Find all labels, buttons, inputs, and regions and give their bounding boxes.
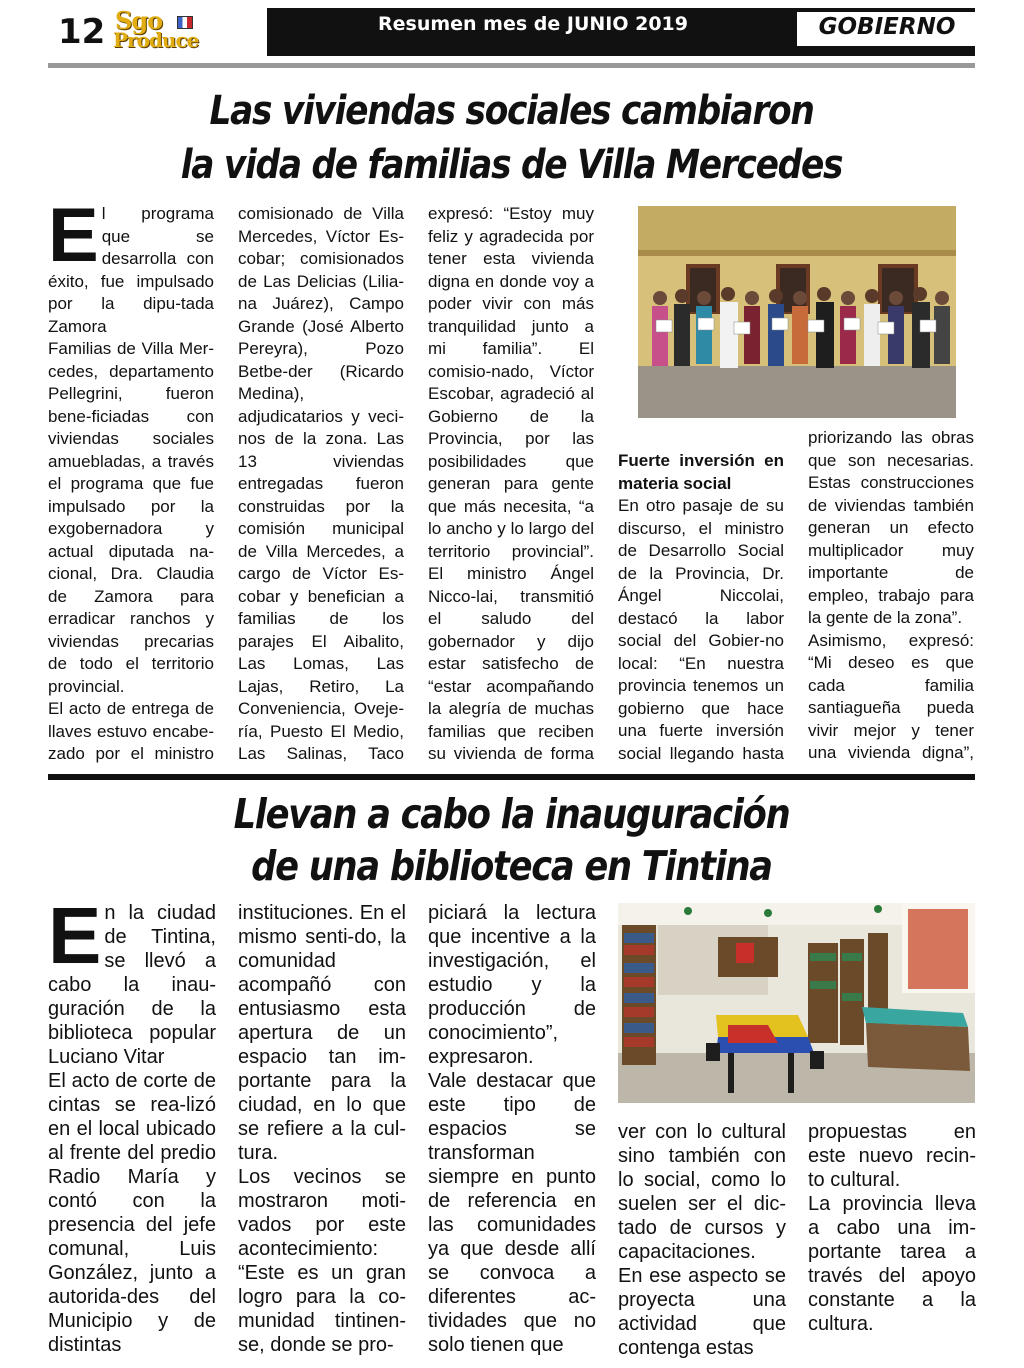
article2-headline-line2: de una biblioteca en Tintina [251, 842, 772, 890]
article2-col2-p1: instituciones. En el mismo senti-do, la comunidad acompañó con entusiasmo esta apertura de un espacio tan im-portante para la ciudad, en lo que se refiere a la cul-tura. [238, 902, 406, 1164]
issue-month-label: Resumen mes de JUNIO 2019 [378, 13, 689, 35]
header-rule [48, 63, 975, 68]
article1-headline-line2: la vida de familias de Villa Mercedes [180, 142, 843, 188]
article2-col3-p1: piciará la lectura que incentive a la investigación, el estudio y la producción de conocimiento”, expresaron. [428, 902, 596, 1068]
article2-col5-p2: La provincia lleva a cabo una im-portante tarea a través del apoyo constante a la cultura. [808, 1193, 976, 1335]
article1-col5-p2: Asimismo, expresó: “Mi deseo es que cada familia santiagueña pueda vivir mejor y tener una vivienda digna”, [808, 630, 974, 762]
photo-library-interior [618, 903, 975, 1103]
article2-col2-p2: Los vecinos se mostraron moti-vados por este acontecimiento: “Este es un gran logro para la co-munidad tintinen-se, donde se pro- [238, 1166, 406, 1356]
article2-column-1 [48, 901, 216, 1363]
photo-families-with-certificates [638, 206, 956, 418]
article1-subheading: Fuerte inversión en materia social [618, 451, 784, 493]
article1-col3-text: expresó: “Estoy muy feliz y agradecida por tener esta vivienda digna en donde voy a poder vivir con más tranquilidad junto a mi familia”. El comisio-nado, Víctor Escobar, agradeció al Gobierno de la Provincia, por las posibilidades que generan para gente que más necesita, “a lo ancho y lo largo del territorio provincial”. El ministro Ángel Nicco-lai, transmitió el saludo del gobernador y dijo estar satisfecho de “estar acompañando la alegría de muchas familias que reciben su vivienda de forma [428, 204, 594, 763]
article1-column-4 [618, 450, 784, 766]
article1-col1-p2: Familias de Villa Mer-cedes, departamento Pellegrini, fueron bene-ficiadas con viviendas sociales amuebladas, a través el programa que fue impulsado por la exgobernadora y actual diputada na-cional, Dra. Claudia de Zamora para erradicar ranchos y viviendas precarias de todo el territorio provincial. [48, 339, 214, 696]
article1-headline-line1: Las viviendas sociales cambiaron [209, 88, 814, 134]
section-label: GOBIERNO [818, 14, 956, 40]
article2-col4-p1: ver con lo cultural sino también con lo social, como lo suelen ser el dic-tado de cursos y capacitaciones. [618, 1121, 786, 1263]
article2-column-5 [808, 1120, 976, 1363]
article1-dropcap: E [48, 203, 99, 278]
article1-col1-p3: El acto de entrega de llaves estuvo encabe-zado por el ministro [48, 699, 214, 763]
article1-column-5 [808, 427, 974, 767]
article1-col4-text: En otro pasaje de su discurso, el ministro de Desarrollo Social de la Provincia, Dr. Ángel Niccolai, destacó la labor social del Gobier-no local: “En nuestra provincia tenemos un gobierno que hace una fuerte inversión social llegando hasta [618, 496, 784, 763]
article2-column-4 [618, 1120, 786, 1363]
article2-col1-p2: El acto de corte de cintas se rea-lizó en el local ubicado al frente del predio Radio María y contó con la presencia del jefe comunal, Luis González, junto a autorida-des del Municipio y de distintas [48, 1070, 216, 1356]
article2-column-3 [428, 901, 596, 1363]
article1-col1-p1: l programa que se desarrolla con éxito, fue impulsado por la dipu-tada Zamora [48, 204, 214, 336]
article2-col5-p1: propuestas en este nuevo recin-to cultural. [808, 1121, 976, 1191]
article1-column-2 [238, 203, 404, 763]
article2-headline-line1: Llevan a cabo la inauguración [233, 790, 790, 838]
logo-text-bottom: Produce [113, 28, 199, 52]
article2-column-2 [238, 901, 406, 1363]
article2-dropcap: E [48, 901, 102, 980]
families-photo-image [638, 206, 956, 418]
article-separator-rule [48, 774, 975, 780]
logo-text-top: Sgo [115, 6, 163, 35]
article2-headline [113, 788, 910, 892]
article1-column-1 [48, 203, 214, 763]
article2-col3-p2: Vale destacar que este tipo de espacios se transforman siempre en punto de referencia en las comunidades ya que desde allí se convoca a diferentes ac-tividades que no solo tienen que [428, 1070, 596, 1356]
article1-col5-p1: priorizando las obras que son necesarias. Estas construcciones de viviendas también generan un efecto multiplicador muy importante de empleo, trabajo para la gente de la zona”. [808, 428, 974, 627]
page-number: 12 [58, 12, 106, 52]
sgo-produce-logo [113, 6, 255, 52]
article1-headline [113, 84, 910, 192]
article1-column-3 [428, 203, 594, 763]
library-photo-image [618, 903, 975, 1103]
article2-col4-p2: En ese aspecto se proyecta una actividad que contenga estas [618, 1265, 786, 1359]
article1-col2-text: comisionado de Villa Mercedes, Víctor Es-cobar; comisionados de Las Delicias (Lilia-na Juárez), Campo Grande (José Alberto Pereyra), Pozo Betbe-der (Ricardo Medina), adjudicatarios y veci-nos de la zona. Las 13 viviendas entregadas fueron construidas por la comisión municipal de Villa Mercedes, a cargo de Víctor Es-cobar y benefician a familias de los parajes El Aibalito, Las Lomas, Las Lajas, Retiro, La Conveniencia, Oveje-ría, Puesto El Medio, Las Salinas, Taco [238, 204, 404, 763]
article2-col1-p1: n la ciudad de Tintina, se llevó a cabo la inau-guración de la biblioteca popular Luciano Vitar [48, 902, 216, 1068]
